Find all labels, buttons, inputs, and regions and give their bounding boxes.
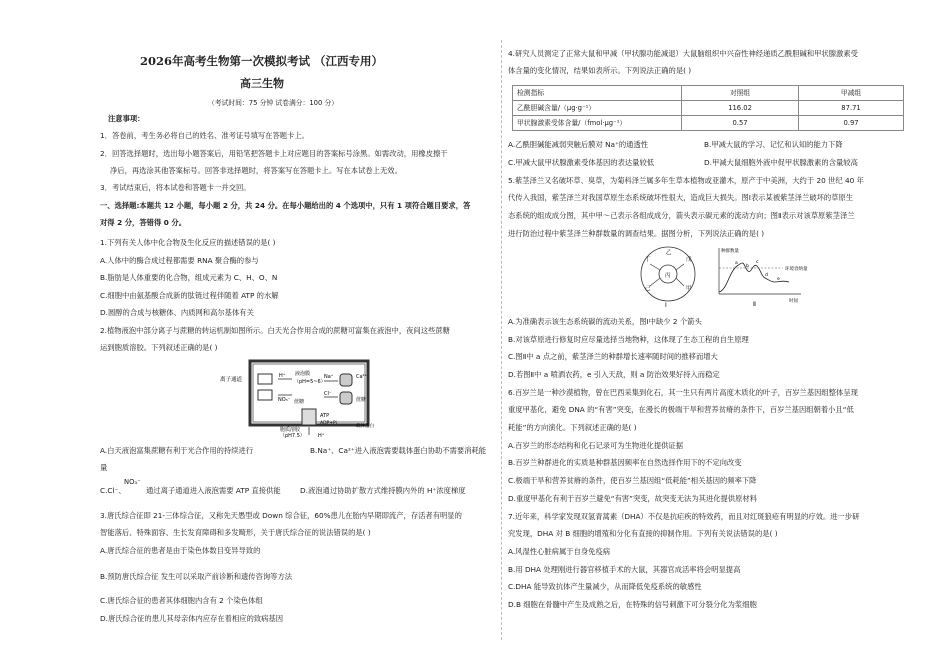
q7-stem: 7.近年来，科学家发现双氢青蒿素（DHA）不仅是抗疟疾的特效药，而且对红斑狼疮有明显的疗效。进一步研 [508, 512, 860, 521]
label-h: H⁺ [279, 373, 286, 379]
label-adp: ADP+Pi [320, 421, 337, 426]
q4-stem: 体含量的变化情况，结果如表所示。下列说法正确的是( ) [508, 66, 692, 75]
ion-channel [258, 374, 272, 384]
q2-stem: 2.植物液泡中部分离子与蔗糖的转运机制如图所示。白天光合作用合成的蔗糖可富集在液泡中，夜间这些蔗糖 [100, 326, 450, 335]
ecosystem-figure [628, 244, 708, 308]
column-divider [501, 40, 502, 640]
q4-option-d: D.甲减大鼠细胞外液中促甲状腺激素的含量较高 [704, 158, 858, 167]
q1-option-c: C.细胞中由氨基酸合成新的肽链过程伴随着 ATP 的水解 [100, 291, 279, 300]
carrier-protein [340, 374, 352, 386]
label-vacuole-ph: （pH=5~6） [294, 379, 326, 385]
node-label: 丙 [665, 273, 671, 279]
point-label: e [777, 277, 780, 282]
exam-title: 2026年高考生物第一次模拟考试 （江西专用） [140, 54, 384, 68]
q6-option-a: A.百岁兰的形态结构和化石记录可为生物进化提供证据 [508, 441, 684, 450]
q2-option-a: A.白天液泡富集蔗糖有利于光合作用的持续进行 [100, 446, 254, 455]
table-cell: 乙酰胆碱含量/（μg·g⁻¹） [513, 101, 682, 116]
carrier-protein [340, 392, 352, 404]
q5-option-c: C.图Ⅱ中 a 点之前，紫茎泽兰的种群增长速率随时间的推移而增大 [508, 352, 718, 361]
y-axis-label: 种群数量 [721, 249, 739, 254]
figure-number: Ⅱ [753, 301, 756, 308]
table-header: 检测指标 [513, 86, 682, 101]
q5-stem: 5.紫茎泽兰又名破坏草、臭草，为菊科泽兰属多年生草本植物或亚灌木，原产于中美洲，大约于 20 世纪 40 年 [508, 176, 864, 185]
table-cell: 87.71 [799, 101, 904, 116]
label-vacuole-membrane: 液泡膜 [295, 371, 311, 377]
q2-no3-label: NO₃⁻ [124, 478, 141, 486]
ion-channel [258, 390, 272, 400]
table-cell: 0.57 [682, 116, 799, 131]
label-atp: ATP [320, 413, 330, 419]
notice-line: 2．回答选择题时，选出每小题答案后，用铅笔把答题卡上对应题目的答案标号涂黑。如需改动，用橡皮擦干 [100, 149, 448, 158]
proton-pump [302, 409, 316, 425]
arrow [676, 264, 684, 270]
q2-option-b: B.Na⁺、Ca²⁺进入液泡需要载体蛋白协助不需要消耗能 [310, 446, 487, 455]
q3-option-b: B.预防唐氏综合征 发生可以采取产前诊断和遗传咨询等方法 [100, 572, 293, 581]
label-ca: Ca²⁺ [356, 374, 368, 380]
vacuole-transport-figure [220, 357, 390, 437]
figure-number: Ⅰ [665, 302, 667, 309]
arrow [650, 278, 660, 286]
table-cell: 116.02 [682, 101, 799, 116]
point-label: c [756, 260, 759, 265]
q1-stem: 1.下列有关人体中化合物及生化反应的描述错误的是( ) [100, 238, 276, 247]
q5-option-d: D.若图Ⅱ中 a 喷洒农药，e 引入天敌，则 a 防治效果好持入而稳定 [508, 370, 720, 379]
q3-option-a: A.唐氏综合征的患者是由于染色体数目变异导致的 [100, 546, 261, 555]
node-label: 戊 [686, 257, 692, 263]
exam-time: （考试时间：75 分钟 试卷满分：100 分） [208, 99, 339, 107]
x-axis-label: 时间 [789, 299, 798, 304]
node-label: 己 [645, 286, 651, 292]
q6-option-b: B.百岁兰种群进化的实质是种群基因频率在自然选择作用下的不定向改变 [508, 458, 742, 467]
q6-stem: 6.百岁兰是一种沙漠植物，曾在巴西采集到化石，其一生只有两片高度木质化的叶子，百岁兰基因组整体呈现 [508, 388, 858, 397]
notice-line: 净后，再选涂其他答案标号。回答非选择题时，将答案写在答题卡上。写在本试卷上无效。 [110, 166, 402, 175]
node-label: 丁 [645, 257, 651, 263]
capacity-label: 环境容纳量 [785, 267, 808, 272]
q7-option-a: A.风湿性心脏病属于自身免疫病 [508, 547, 611, 556]
q4-stem: 4.研究人员测定了正常大鼠和甲减（甲状腺功能减退）大鼠脑组织中兴奋性神经递质乙酰胆碱和甲状腺激素受 [508, 49, 858, 58]
label-na: Na⁺ [324, 374, 334, 380]
q1-option-b: B.脂肪是人体重要的化合物，组成元素为 C、H、O、N [100, 273, 278, 282]
q1-option-a: A.人体中的酶合成过程都需要 RNA 聚合酶的参与 [100, 256, 259, 265]
q1-option-d: D.圆醇的合成与核糖体、内质网和高尔基体有关 [100, 308, 254, 317]
q3-option-d: D.唐氏综合征的患儿其母亲体内应存在着相应的致病基因 [100, 614, 284, 623]
table-header: 甲减组 [799, 86, 904, 101]
q7-option-d: D.B 细胞在骨髓中产生及成熟之后，在特殊的信号刺激下可分裂分化为浆细胞 [508, 600, 757, 609]
label-cl: Cl⁻ [324, 391, 332, 397]
table-cell: 甲状腺激素受体含量/（fmol·μg⁻¹） [513, 116, 682, 131]
node-label: 乙 [666, 250, 672, 256]
point-label: b [746, 264, 749, 269]
table-header-row [513, 86, 904, 101]
q7-stem: 究发现，DHA 对 B 细胞的增殖和分化有直接的抑制作用。下列有关说法错误的是( ) [508, 529, 778, 538]
table-row [513, 101, 904, 116]
exam-subtitle: 高三生物 [240, 77, 284, 90]
q3-stem: 3.唐氏综合征即 21-三体综合征，又称先天愚型或 Down 综合征，60%患儿在胎内早期即流产，存活者有明显的 [100, 511, 462, 520]
label-carrier: 载体蛋白 [356, 424, 374, 429]
q5-option-b: B.对该草原进行修复时应尽量选择当地物种，这体现了生态工程的自生原理 [508, 335, 749, 344]
notice-line: 3．考试结束后，将本试卷和答题卡一并交回。 [100, 183, 251, 192]
q6-stem: 重度甲基化，避免 DNA 的“有害”突变，在漫长的极端干旱和营养贫瘠的条件下，百岁兰基因组朝着小且“低 [508, 405, 854, 414]
notice-title: 注意事项： [108, 114, 145, 123]
q5-stem: 进行防治过程中紫茎泽兰种群数量的调查结果。据图分析，下列说法正确的是( ) [508, 229, 765, 238]
q5-option-a: A.为准确表示该生态系统碳的流动关系，图Ⅰ中缺少 2 个箭头 [508, 317, 702, 326]
q4-option-a: A.乙酰胆碱能减弱突触后膜对 Na⁺的通透性 [508, 140, 649, 149]
notice-line: 1．答卷前，考生务必将自己的姓名、准考证号填写在答题卡上。 [100, 131, 309, 140]
q2-stem: 运到胞质溶胶。下列叙述正确的是( ) [100, 343, 218, 352]
label-cytosol-ph: （pH7.5） [280, 433, 305, 439]
label-ion-channel: 离子通道 [220, 377, 243, 383]
q3-option-c: C.唐氏综合征的患者其体细胞内含有 2 个染色体组 [100, 596, 263, 605]
table-row [513, 116, 904, 131]
q4-option-c: C.甲减大鼠甲状腺激素受体基因的表达量较低 [508, 158, 655, 167]
population-figure [713, 246, 808, 308]
q2-option-b-cont: 量 [100, 463, 108, 472]
table-header: 对照组 [682, 86, 799, 101]
arrow [676, 278, 684, 286]
q4-table [512, 85, 904, 131]
q6-stem: 耗能”的方向演化。下列叙述正确的是( ) [508, 423, 637, 432]
q3-stem: 智能落后、特殊面容、生长发育障碍和多发畸形，关于唐氏综合征的说法错误的是( ) [100, 528, 371, 537]
label-sucrose: 蔗糖 [294, 399, 305, 405]
q7-option-c: C.DHA 能导致抗体产生量减少，从而降低免疫系统的敏感性 [508, 582, 702, 591]
q4-option-b: B.甲减大鼠的学习、记忆和认知的能力下降 [704, 140, 843, 149]
section-heading: 对得 2 分，答错得 0 分。 [100, 218, 186, 227]
section-heading: 一、选择题:本题共 12 小题，每小题 2 分，共 24 分。在每小题给出的 4 个选项中，只有 1 项符合题目要求，答 [100, 201, 471, 210]
point-label: d [765, 273, 768, 278]
q2-option-d: D.液泡通过协助扩散方式维持膜内外的 H⁺浓度梯度 [300, 486, 466, 495]
q6-option-d: D.重度甲基化有利于百岁兰避免“有害”突变，故突变无法为其进化提供原材料 [508, 494, 757, 503]
q5-stem: 代传入我国，紫茎泽兰对我国草原生态系统破坏性很大，造成巨大损失。图Ⅰ表示某被紫茎泽兰破坏的草原生 [508, 193, 854, 202]
arrow [650, 264, 660, 270]
q2-option-c-start: C.Cl⁻、 [100, 486, 126, 495]
label-h-bottom: H⁺ [318, 433, 325, 439]
point-label: a [735, 261, 738, 266]
q7-option-b: B.用 DHA 处理刚进行器官移植手术的大鼠，其器官成活率将会明显提高 [508, 565, 741, 574]
node-label: 甲 [686, 286, 692, 292]
label-sucrose-right: 蔗糖 [356, 397, 367, 403]
q5-stem: 态系统的组成成分图，其中甲～己表示各组成成分，箭头表示碳元素的流动方向；图Ⅱ表示对该草原紫茎泽兰 [508, 211, 855, 220]
table-cell: 0.97 [799, 116, 904, 131]
label-cytosol: 胞质溶胶 [280, 427, 301, 433]
q2-option-c: 通过离子通道进入液泡需要 ATP 直接供能 [146, 486, 281, 495]
label-no3: NO₃⁻ [278, 397, 291, 403]
q6-option-c: C.极端干旱和营养贫瘠的条件，使百岁兰基因组“低耗能”相关基因的频率下降 [508, 476, 757, 485]
